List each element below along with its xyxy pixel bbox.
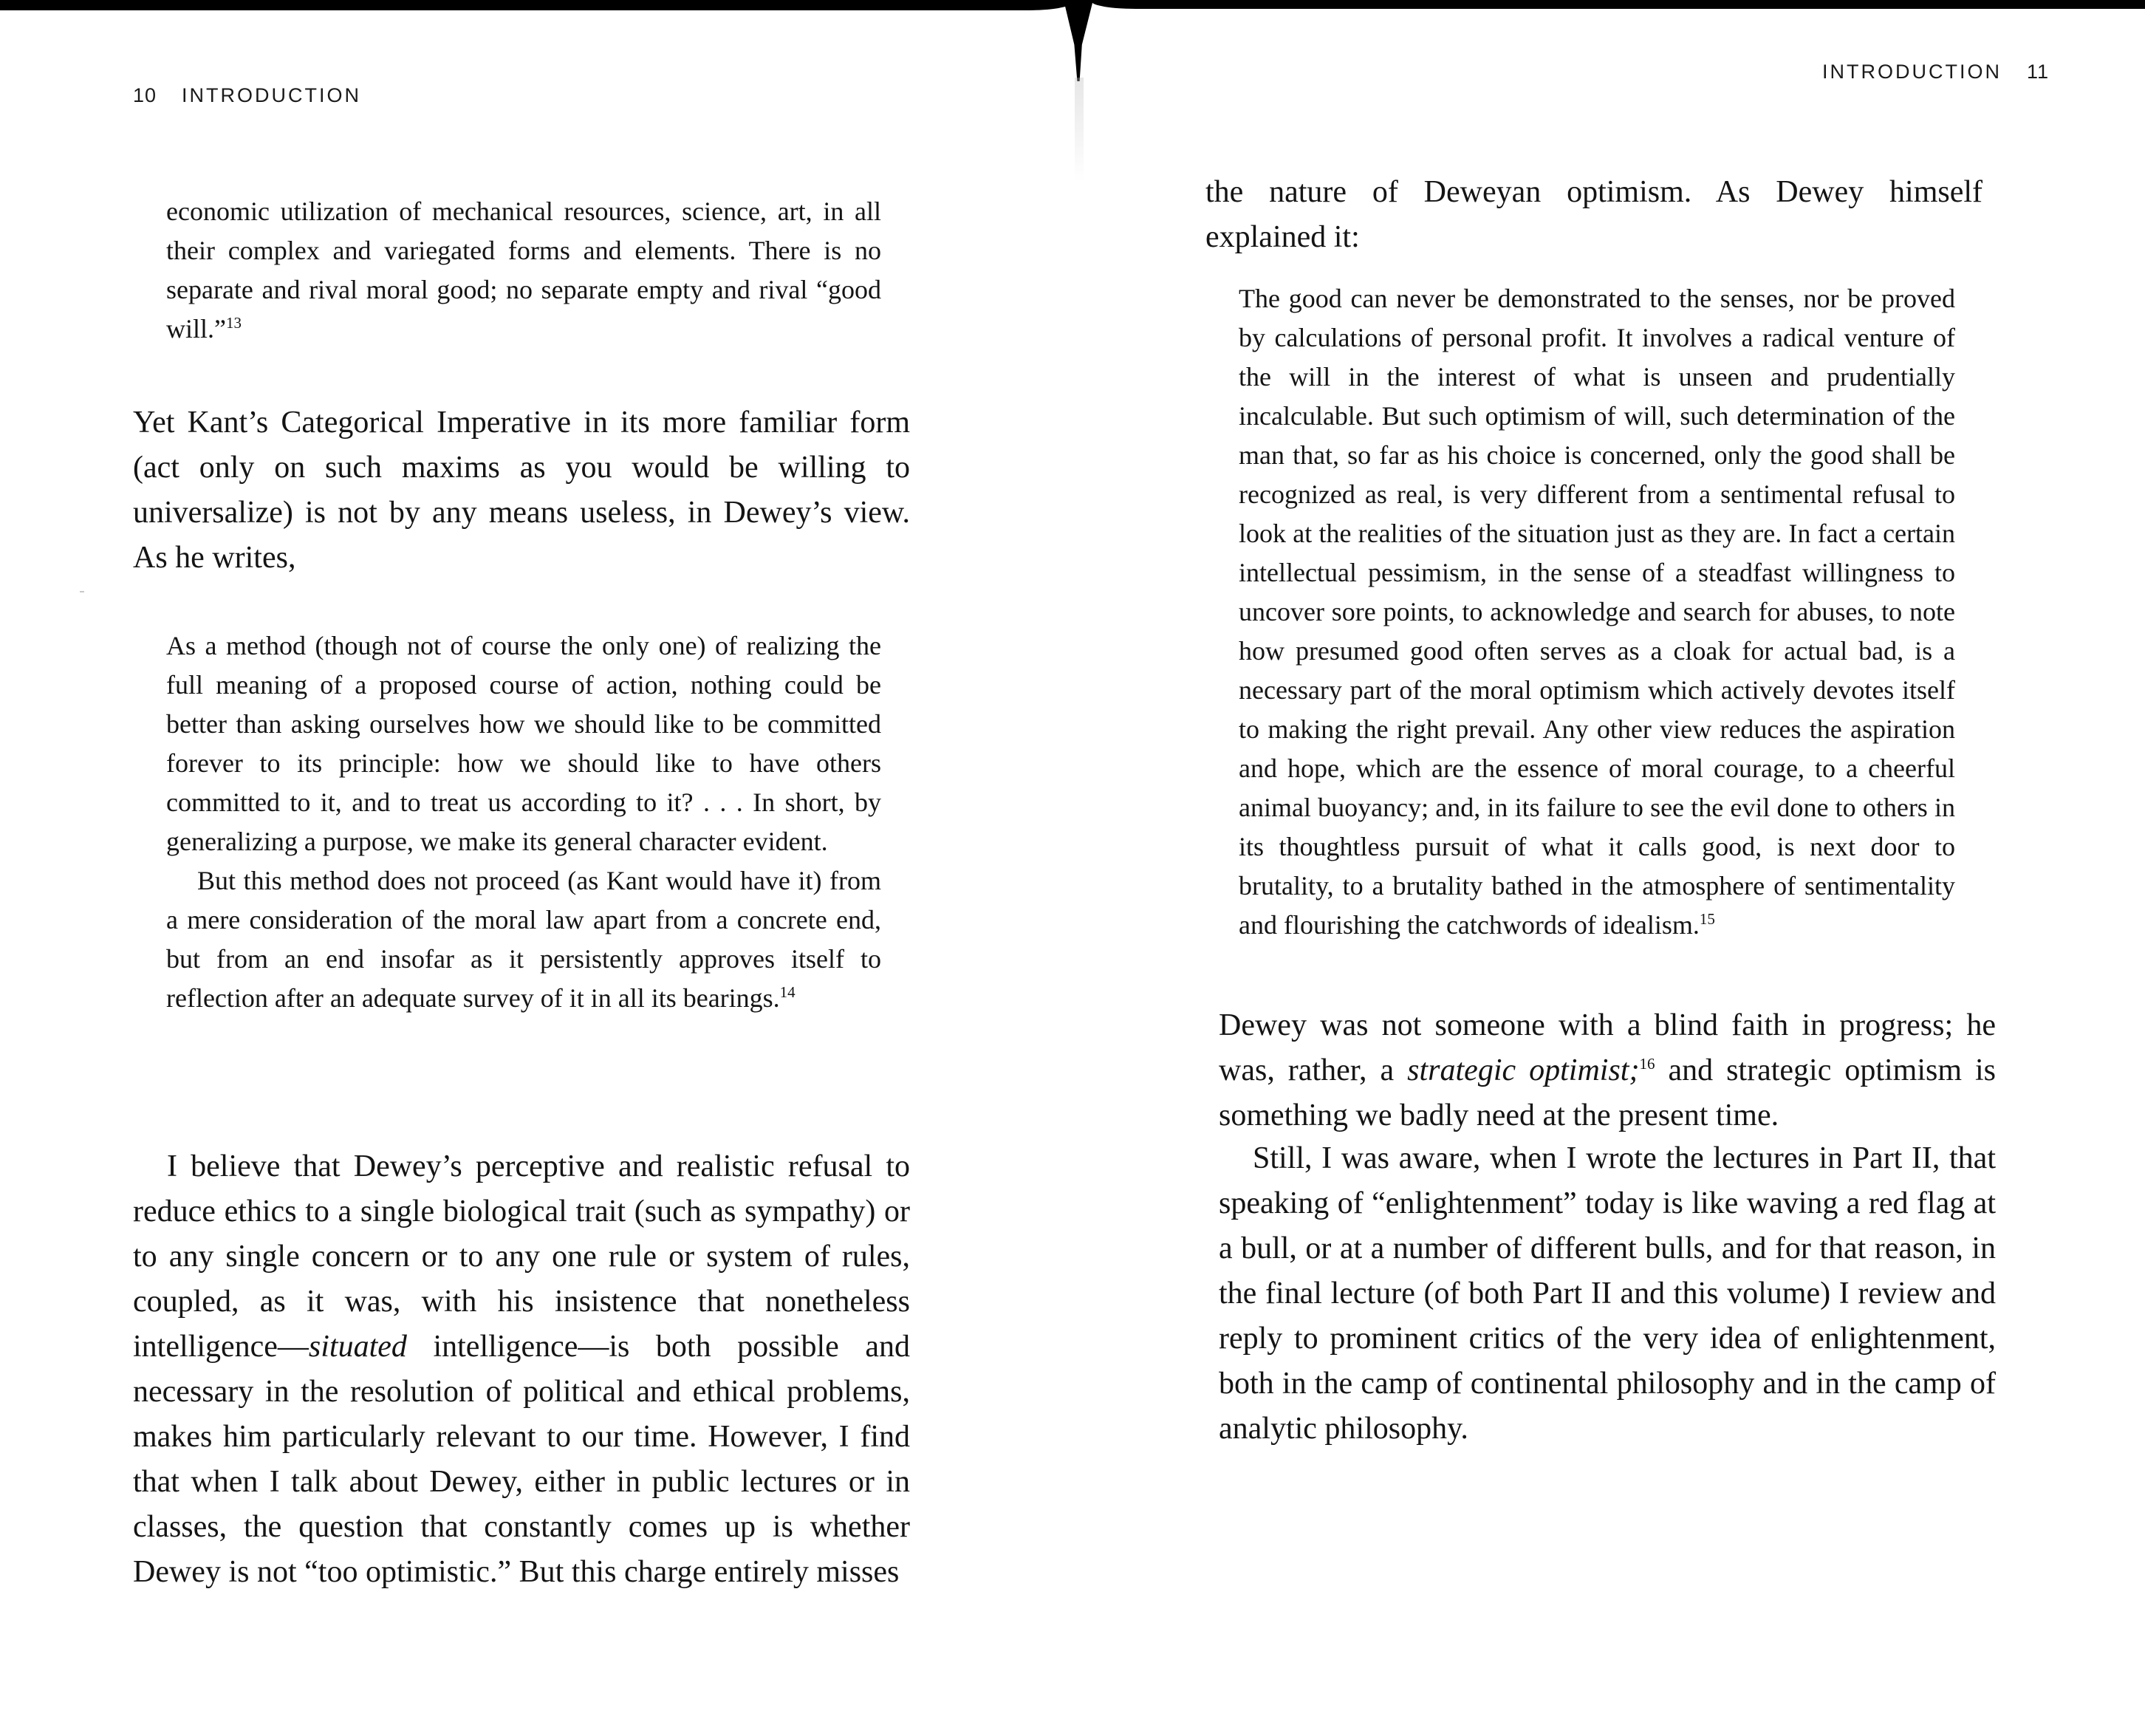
left-paragraph-2-emphasis: situated (308, 1330, 407, 1364)
left-paragraph-2-part-2: intelligence—is both possible and necessary in the resolution of political and ethical problems, makes him particularly relevant to our time. However, I find that when I talk about Dewey, either in public lectures or in classes, the question that constantly comes up is whether Dewey is not “too optimistic.” But this charge entirely misses (133, 1330, 910, 1589)
right-page (1081, 0, 2145, 1736)
left-quote-2-paragraph-2 (166, 861, 881, 1018)
left-page (0, 0, 1064, 1736)
right-paragraph-3 (1219, 1136, 1996, 1452)
left-paragraph-1 (133, 400, 910, 581)
right-paragraph-2-text (1219, 1003, 1996, 1138)
left-paragraph-2-part-1: I believe that Dewey’s perceptive and realistic refusal to reduce ethics to a single biological trait (such as sympathy) or to any single concern or to any one rule or system of rules, coupled, as it was, with his insistence that nonetheless intelligence— (133, 1149, 910, 1364)
right-paragraph-3-text: Still, I was aware, when I wrote the lectures in Part II, that speaking of “enlightenment” today is like waving a red flag at a bull, or at a number of different bulls, and for that reason, in the final lecture (of both Part II and this volume) I review and reply to prominent critics of the very idea of enlightenment, both in the camp of continental philosophy and in the camp of analytic philosophy. (1219, 1141, 1996, 1446)
right-running-head (1822, 61, 2049, 83)
footnote-marker-15: 15 (1699, 910, 1715, 928)
left-quote-1-text: economic utilization of mechanical resources, science, art, in all their complex and variegated forms and elements. There is no separate and rival moral good; no separate empty and rival “good will.” (166, 197, 881, 344)
left-page-number: 10 (133, 84, 157, 106)
left-running-head (133, 84, 361, 107)
right-paragraph-2 (1219, 1003, 1996, 1138)
footnote-marker-13: 13 (225, 314, 242, 332)
left-quote-1-paragraph (166, 192, 881, 349)
right-paragraph-1-text: the nature of Deweyan optimism. As Dewey himself explained it: (1205, 175, 1982, 254)
left-paragraph-1-text: Yet Kant’s Categorical Imperative in its more familiar form (act only on such maxims as you would be willing to universalize) is not by any means useless, in Dewey’s view. As he writes, (133, 406, 910, 575)
right-paragraph-2-part-2: and strategic optimism is something we badly need at the present time. (1219, 1053, 1997, 1132)
right-paragraph-2-part-1: Dewey was not someone with a blind faith in progress; he was, rather, a (1219, 1008, 1996, 1087)
right-quote-1-text: The good can never be demonstrated to the senses, nor be proved by calculations of personal profit. It involves a radical venture of the will in the interest of what is unseen and prudentially incalculable. But such optimism of will, such determination of the man that, so far as his choice is concerned, only the good shall be recognized as real, is very different from a sentimental refusal to look at the realities of the situation just as they are. In fact a certain intellectual pessimism, in the sense of a steadfast willingness to uncover sore points, to acknowledge and search for abuses, to note how presumed good often serves as a cloak for actual bad, is a necessary part of the moral optimism which actively devotes itself to making the right prevail. Any other view reduces the aspiration and hope, which are the essence of moral courage, to a cheerful animal buoyancy; and, in its failure to see the evil done to others in its thoughtless pursuit of what it calls good, is next door to brutality, to a brutality bathed in the atmosphere of sentimentality and flourishing the catchwords of idealism. (1239, 284, 1955, 940)
right-page-number: 11 (2026, 61, 2049, 83)
right-paragraph-2-emphasis: strategic optimist; (1407, 1053, 1640, 1087)
left-quote-2-paragraph-2-text: But this method does not proceed (as Kant would have it) from a mere consideration of the moral law apart from a concrete end, but from an end insofar as it persistently approves itself to reflection after an adequate survey of it in all its bearings. (166, 866, 881, 1013)
footnote-marker-16: 16 (1639, 1055, 1655, 1073)
right-paragraph-1 (1205, 170, 1982, 260)
left-paragraph-2-text (133, 1144, 910, 1595)
footnote-marker-14: 14 (779, 983, 796, 1001)
left-block-quote-1 (166, 192, 881, 349)
left-paragraph-2 (133, 1144, 910, 1595)
right-running-head-title: INTRODUCTION (1821, 61, 2002, 83)
left-quote-2-paragraph-1: As a method (though not of course the only one) of realizing the full meaning of a proposed course of action, nothing could be better than asking ourselves how we should like to be committed forever to its principle: how we should like to have others committed to it, and to treat us according to it? . . . In short, by generalizing a purpose, we make its general character evident. (166, 631, 881, 856)
margin-mark (80, 591, 84, 592)
right-block-quote-1 (1239, 279, 1955, 945)
left-running-head-title: INTRODUCTION (182, 84, 362, 106)
right-quote-1-paragraph (1239, 279, 1955, 945)
left-block-quote-2 (166, 626, 881, 1018)
